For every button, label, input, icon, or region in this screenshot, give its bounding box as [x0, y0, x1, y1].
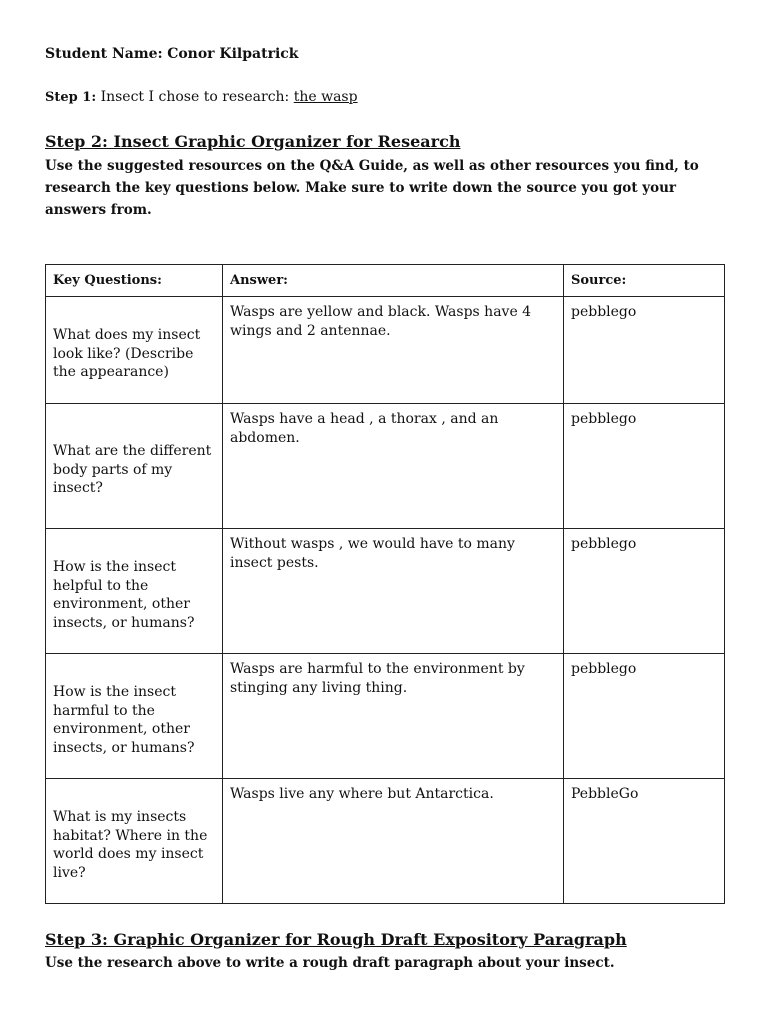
- step2-instructions: Use the suggested resources on the Q&A Guide, as well as other resources you find, to research the key questions below. Make sure to write down the source you got your answers from.: [45, 158, 699, 218]
- question-cell: What does my insect look like? (Describe the appearance): [46, 297, 223, 404]
- header-source: Source:: [564, 265, 725, 297]
- header-key-questions: Key Questions:: [46, 265, 223, 297]
- step1-line: [45, 89, 358, 105]
- source-cell: pebblego: [564, 297, 725, 404]
- step1-answer: the wasp: [293, 89, 358, 105]
- question-cell: What are the different body parts of my insect?: [46, 404, 223, 529]
- table-row: [46, 404, 725, 529]
- answer-cell: Wasps are yellow and black. Wasps have 4 wings and 2 antennae.: [223, 297, 564, 404]
- table-row: [46, 654, 725, 779]
- question-cell: How is the insect harmful to the environment, other insects, or humans?: [46, 654, 223, 779]
- step2-heading: Step 2: Insect Graphic Organizer for Research: [45, 132, 461, 151]
- header-answer: Answer:: [223, 265, 564, 297]
- step1-label: Step 1:: [45, 90, 97, 105]
- answer-cell: Wasps have a head , a thorax , and an abdomen.: [223, 404, 564, 529]
- table-row: [46, 297, 725, 404]
- research-table: [45, 264, 725, 904]
- source-cell: pebblego: [564, 529, 725, 654]
- question-cell: What is my insects habitat? Where in the world does my insect live?: [46, 779, 223, 904]
- student-name-value: Conor Kilpatrick: [167, 46, 299, 62]
- question-cell: How is the insect helpful to the environment, other insects, or humans?: [46, 529, 223, 654]
- step3-heading: Step 3: Graphic Organizer for Rough Draft Expository Paragraph: [45, 930, 627, 949]
- table-header-row: [46, 265, 725, 297]
- source-cell: pebblego: [564, 404, 725, 529]
- source-cell: PebbleGo: [564, 779, 725, 904]
- student-name-label: Student Name:: [45, 46, 163, 62]
- student-name-line: [45, 46, 299, 62]
- table-row: [46, 779, 725, 904]
- answer-cell: Wasps are harmful to the environment by stinging any living thing.: [223, 654, 564, 779]
- answer-cell: Without wasps , we would have to many insect pests.: [223, 529, 564, 654]
- source-cell: pebblego: [564, 654, 725, 779]
- step3-instructions: Use the research above to write a rough draft paragraph about your insect.: [45, 955, 615, 971]
- answer-cell: Wasps live any where but Antarctica.: [223, 779, 564, 904]
- table-row: [46, 529, 725, 654]
- step1-text: Insect I chose to research:: [100, 89, 290, 105]
